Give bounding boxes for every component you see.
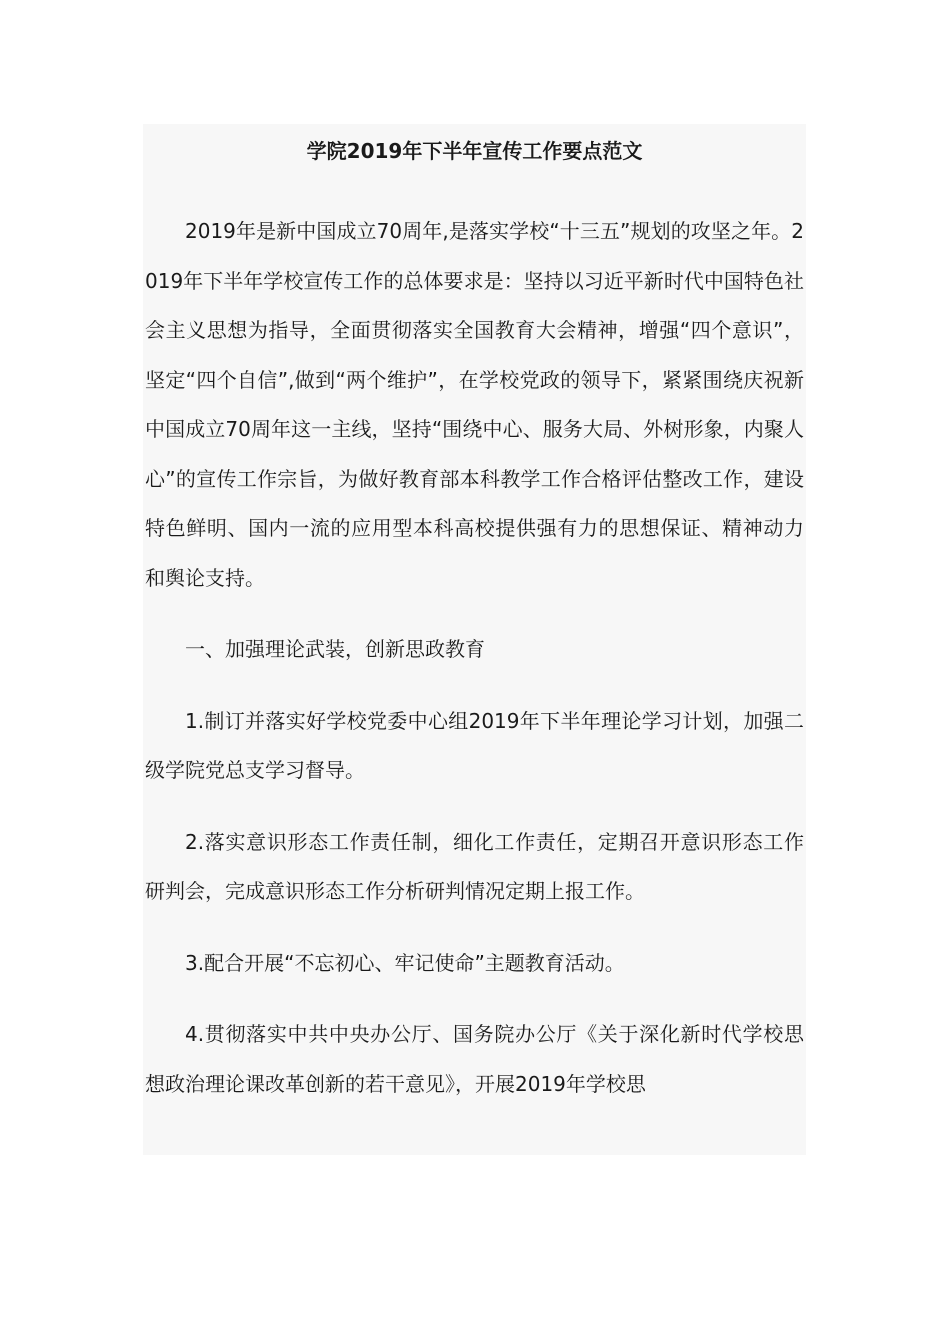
spacer bbox=[145, 796, 804, 818]
spacer bbox=[145, 168, 804, 207]
spacer bbox=[145, 603, 804, 625]
list-item-2: 2.落实意识形态工作责任制，细化工作责任，定期召开意识形态工作研判会，完成意识形态工作分析研判情况定期上报工作。 bbox=[145, 829, 804, 903]
document-page bbox=[143, 124, 806, 1155]
spacer bbox=[145, 917, 804, 939]
section-heading: 一、加强理论武装，创新思政教育 bbox=[185, 637, 485, 661]
document-title: 学院2019年下半年宣传工作要点范文 bbox=[306, 139, 643, 163]
spacer bbox=[145, 988, 804, 1010]
list-item-3: 3.配合开展“不忘初心、牢记使命”主题教育活动。 bbox=[185, 950, 625, 975]
spacer bbox=[145, 675, 804, 697]
list-item-1: 1.制订并落实好学校党委中心组2019年下半年理论学习计划，加强二级学院党总支学习督导。 bbox=[145, 708, 804, 782]
list-item-4: 4.贯彻落实中共中央办公厅、国务院办公厅《关于深化新时代学校思想政治理论课改革创新的若干意见》，开展2019年学校思 bbox=[145, 1022, 804, 1096]
intro-paragraph: 2019年是新中国成立70周年,是落实学校“十三五”规划的攻坚之年。2019年下半年学校宣传工作的总体要求是：坚持以习近平新时代中国特色社会主义思想为指导，全面贯彻落实全国教育大会精神，增强“四个意识”，坚定“四个自信”,做到“两个维护”，在学校党政的领导下，紧紧围绕庆祝新中国成立70周年这一主线，坚持“围绕中心、服务大局、外树形象，内聚人心”的宣传工作宗旨，为做好教育部本科教学工作合格评估整改工作，建设特色鲜明、国内一流的应用型本科高校提供强有力的思想保证、精神动力和舆论支持。 bbox=[145, 219, 804, 590]
